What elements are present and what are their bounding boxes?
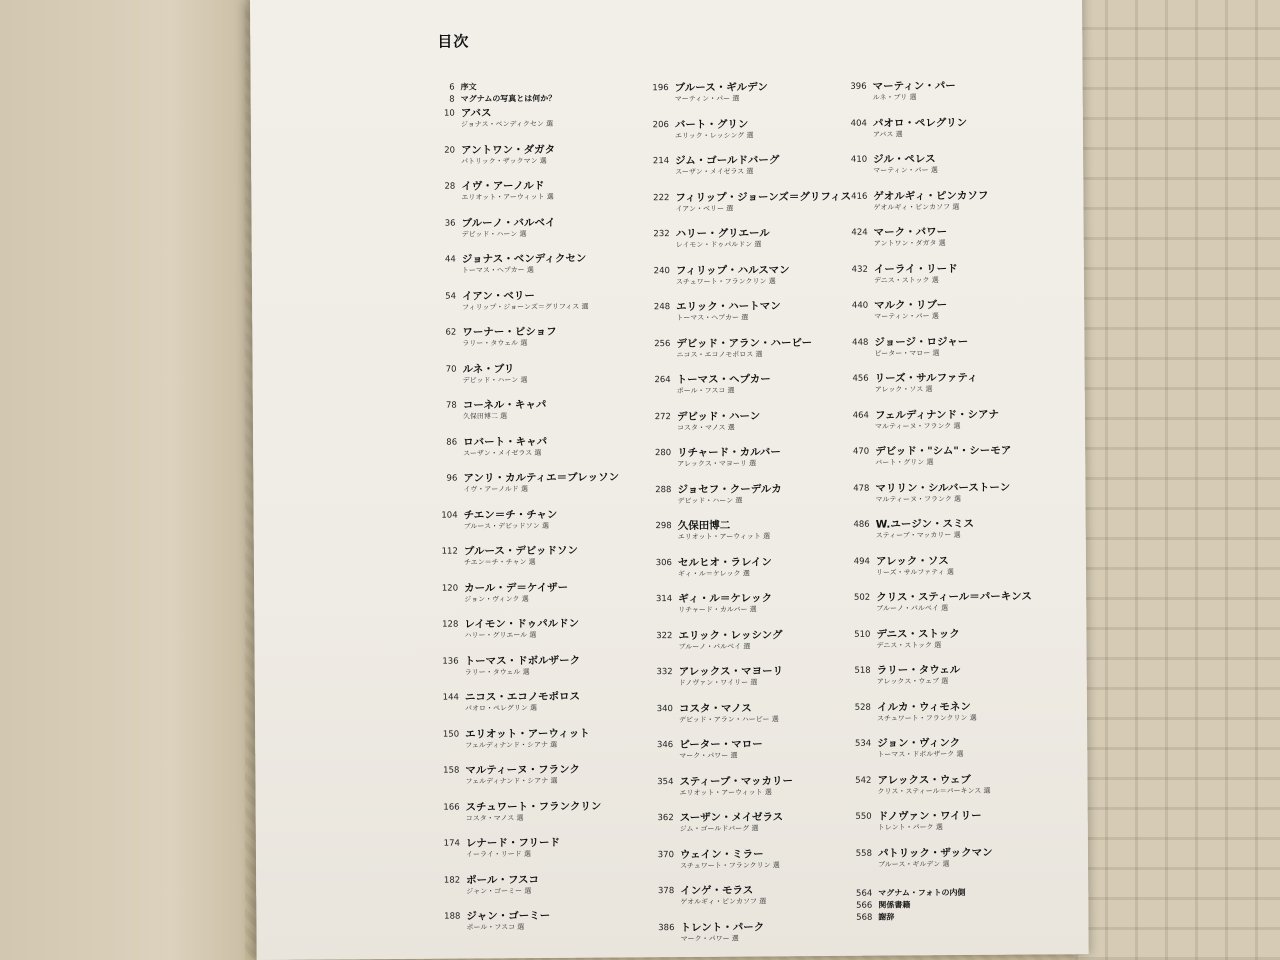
entry-selector: デニス・ストック 選: [873, 275, 939, 285]
entry-title: アントワン・ダガタ: [461, 143, 556, 157]
entry-selector: コスタ・マノス 選: [465, 813, 524, 823]
entry-title: レイモン・ドゥパルドン: [464, 617, 580, 631]
page-number: 332: [656, 667, 673, 678]
page-number: 36: [444, 218, 456, 229]
entry-selector: エリオット・アーウィット 選: [461, 192, 554, 202]
page-number: 528: [854, 702, 871, 713]
entry-selector: ジム・ゴールドバーグ 選: [679, 824, 759, 834]
entry-selector: ジャン・ゴーミー 選: [466, 886, 532, 896]
entry-title: イーライ・リード: [873, 262, 958, 276]
toc-entry: [827, 661, 1057, 699]
entry-selector: マーティン・パー 選: [674, 94, 740, 104]
entry-selector: アレックス・マヨーリ 選: [677, 459, 757, 469]
toc-column-1: [411, 80, 647, 945]
page-number: 386: [658, 922, 675, 933]
entry-selector: ハリー・グリエール 選: [464, 631, 537, 640]
entry-selector: マルティーヌ・フランク 選: [875, 494, 962, 504]
toc-entry: [415, 761, 645, 799]
toc-entry: [415, 652, 645, 690]
toc-entry: [625, 188, 855, 226]
entry-title: ハリー・グリエール: [675, 227, 770, 241]
entry-title: パトリック・ザックマン: [877, 846, 993, 860]
entry-title: スティーブ・マッカリー: [679, 774, 794, 788]
page-number: 486: [853, 519, 870, 530]
entry-title: 序文: [460, 82, 477, 92]
page-number: 248: [653, 302, 671, 313]
page-number: 322: [656, 630, 673, 641]
toc-entry: [414, 615, 644, 653]
page-number: 478: [853, 483, 870, 494]
entry-selector: トーマス・ヘプカー 選: [676, 313, 749, 323]
toc-entry: [630, 845, 860, 883]
toc-entry: [625, 79, 855, 117]
entry-title: マルティーヌ・フランク: [465, 763, 580, 777]
entry-selector: ラリー・タウェル 選: [464, 667, 530, 677]
entry-selector: イーライ・リード 選: [465, 850, 532, 859]
book-page: [250, 0, 1089, 960]
entry-selector: パトリック・ザックマン 選: [461, 156, 547, 166]
toc-entry: [824, 333, 1054, 371]
entry-selector: イアン・ベリー 選: [675, 204, 734, 213]
page-number: 206: [652, 119, 669, 130]
entry-selector: デビッド・ハーン 選: [677, 496, 743, 505]
book-cover-edge: [0, 0, 245, 960]
page-number: 518: [854, 665, 871, 676]
page-number: 264: [654, 375, 671, 386]
page-number: 464: [852, 410, 869, 421]
toc-entry: [626, 298, 856, 336]
toc-entry: [823, 114, 1053, 152]
toc-column-3: [823, 77, 1059, 924]
entry-title: デニス・ストック: [876, 627, 960, 641]
page-number: 494: [853, 556, 870, 567]
entry-title: スチュワート・フランクリン: [465, 800, 602, 814]
entry-selector: マルティーヌ・フランク 選: [874, 421, 961, 431]
toc-entry: [823, 187, 1053, 225]
entry-title: ジム・ゴールドバーグ: [675, 154, 780, 168]
entry-selector: ポール・フスコ 選: [466, 923, 525, 932]
toc-entry: [628, 590, 858, 628]
toc-entry: [626, 261, 856, 299]
entry-selector: トーマス・ヘプカー 選: [461, 266, 534, 275]
toc-entry: [828, 910, 1058, 924]
entry-title: ジル・ペレス: [873, 153, 936, 166]
entry-selector: スーザン・メイゼラス 選: [463, 448, 542, 458]
entry-title: エリック・レッシング: [678, 628, 783, 642]
toc-entry: [826, 515, 1056, 553]
entry-title: 関係書籍: [878, 900, 911, 910]
toc-entry: [824, 223, 1054, 261]
page-number: 404: [850, 118, 867, 129]
entry-title: マグナム・フォトの内側: [878, 888, 966, 898]
entry-selector: ポール・フスコ 選: [676, 386, 735, 396]
toc-entry: [412, 250, 642, 288]
page-number: 182: [443, 875, 461, 886]
page-number: 62: [445, 327, 457, 338]
page-number: 174: [443, 838, 460, 849]
entry-title: トーマス・ドボルザーク: [464, 654, 581, 668]
page-number: 44: [444, 254, 456, 265]
entry-title: カール・デ＝ケイザー: [464, 581, 569, 595]
entry-selector: アバス 選: [872, 129, 903, 139]
entry-selector: ラリー・タウェル 選: [462, 339, 528, 348]
entry-selector: ドノヴァン・ワイリー 選: [678, 678, 758, 688]
entry-title: コスタ・マノス: [678, 702, 752, 715]
entry-selector: マーク・パワー 選: [680, 934, 739, 943]
entry-selector: スチュワート・フランクリン 選: [877, 713, 977, 723]
toc-entry: [628, 626, 858, 664]
page-number: 256: [654, 338, 671, 349]
toc-entry: [828, 844, 1058, 882]
entry-title: アレックス・マヨーリ: [678, 665, 784, 679]
entry-title: ブルーノ・バルベイ: [461, 216, 556, 230]
page-number: 272: [654, 411, 671, 422]
toc-entry: [414, 542, 644, 580]
page-number: 70: [445, 364, 457, 375]
toc-entry: [827, 698, 1057, 736]
entry-title: デビッド・"シム"・シーモア: [875, 444, 1012, 458]
page-number: 424: [851, 227, 868, 238]
entry-title: マリリン・シルバーストーン: [875, 481, 1011, 495]
page-number: 410: [850, 154, 868, 165]
entry-selector: スチュワート・フランクリン 選: [675, 276, 776, 286]
page-number: 306: [655, 557, 672, 568]
entry-selector: ルネ・ブリ 選: [872, 93, 917, 102]
page-number: 502: [853, 592, 871, 603]
toc-entry: [629, 772, 859, 810]
toc-entry: [627, 480, 857, 518]
entry-selector: デビッド・ハーン 選: [461, 229, 527, 239]
entry-selector: アントワン・ダガタ 選: [873, 239, 946, 248]
toc-entry: [416, 907, 646, 945]
entry-selector: パオロ・ペレグリン 選: [464, 704, 538, 713]
toc-entry: [413, 469, 643, 507]
toc-entry: [627, 444, 857, 482]
toc-entry: [412, 214, 642, 252]
entry-selector: アレックス・ウェブ 選: [876, 677, 949, 686]
entry-title: ジャン・ゴーミー: [466, 909, 551, 923]
entry-title: 謝辞: [878, 912, 895, 922]
entry-title: ラリー・タウェル: [876, 664, 961, 677]
entry-selector: スーザン・メイゼラス 選: [675, 167, 754, 177]
entry-selector: コスタ・マノス 選: [676, 423, 735, 432]
entry-title: 久保田博二: [677, 519, 731, 533]
toc-entry: [823, 77, 1053, 115]
page-number: 558: [855, 848, 873, 859]
entry-title: フィリップ・ハルスマン: [675, 263, 790, 277]
toc-entry: [629, 663, 859, 701]
entry-selector: イヴ・アーノルド 選: [463, 485, 529, 494]
entry-title: ブルース・ギルデン: [674, 81, 768, 95]
page-number: 28: [444, 181, 456, 192]
entry-title: フィリップ・ジョーンズ＝グリフィス: [675, 190, 852, 204]
toc-entry: [825, 442, 1055, 480]
entry-title: セルヒオ・ラレイン: [677, 555, 772, 569]
page-number: 144: [442, 692, 459, 703]
entry-title: インゲ・モラス: [680, 884, 754, 898]
entry-selector: スチュワート・フランクリン 選: [680, 860, 780, 870]
page-number: 432: [851, 264, 868, 275]
page-number: 564: [855, 888, 873, 899]
entry-title: エリオット・アーウィット: [465, 727, 590, 741]
page-number: 568: [856, 912, 873, 923]
entry-selector: ブルース・デビッドソン 選: [463, 521, 550, 531]
entry-title: トーマス・ヘプカー: [676, 373, 771, 387]
entry-title: パオロ・ペレグリン: [872, 116, 968, 130]
entry-selector: デビッド・ハーン 選: [462, 375, 528, 385]
toc-entry: [630, 918, 860, 956]
entry-title: レナード・フリード: [465, 836, 561, 850]
toc-entry: [413, 433, 643, 471]
entry-selector: フェルディナンド・シアナ 選: [465, 776, 558, 786]
entry-title: ロバート・キャパ: [463, 435, 548, 449]
toc-entry: [825, 406, 1055, 444]
entry-title: リチャード・カルバー: [677, 446, 781, 460]
entry-title: ドノヴァン・ワイリー: [877, 809, 982, 823]
toc-entry: [411, 177, 641, 215]
entry-title: アンリ・カルティエ＝ブレッソン: [463, 471, 620, 485]
toc-entry: [411, 141, 641, 179]
page-number: 188: [444, 911, 461, 922]
page-number: 78: [445, 400, 457, 411]
toc-entry: [415, 688, 645, 726]
page-number: 362: [657, 813, 674, 824]
page-number: 222: [653, 192, 670, 203]
entry-selector: ゲオルギィ・ピンカソフ 選: [873, 202, 960, 212]
entry-selector: エリック・レッシング 選: [674, 130, 754, 140]
entry-selector: リーズ・サルファティ 選: [875, 567, 954, 577]
page-number: 150: [442, 729, 460, 740]
entry-title: ギィ・ル＝ケレック: [678, 592, 773, 606]
toc-entry: [413, 396, 643, 434]
entry-title: アバス: [460, 107, 492, 120]
page-number: 158: [443, 765, 460, 776]
toc-entry: [412, 287, 642, 325]
page-number: 340: [656, 703, 673, 714]
entry-title: マルク・リブー: [874, 299, 948, 312]
page-number: 440: [851, 300, 869, 311]
page-number: 534: [854, 738, 872, 749]
entry-selector: ブルーノ・バルベイ 選: [678, 642, 751, 651]
toc-entry: [625, 115, 855, 153]
toc-entry: [629, 736, 859, 774]
entry-title: マーク・パワー: [873, 226, 948, 239]
toc-entry: [416, 871, 646, 909]
rubber-mat: [1075, 0, 1280, 960]
entry-title: デビッド・ハーン: [676, 409, 761, 423]
page-number: 510: [854, 629, 871, 640]
entry-selector: バート・グリン 選: [875, 458, 934, 467]
toc-entry: [826, 588, 1056, 626]
toc-entry: [824, 260, 1054, 298]
toc-entry: [825, 369, 1055, 407]
toc-entry: [630, 882, 860, 920]
page-number: 6: [449, 82, 455, 93]
entry-selector: クリス・スティール＝パーキンス 選: [877, 786, 991, 796]
page-number: 136: [442, 656, 459, 667]
entry-title: スーザン・メイゼラス: [679, 811, 784, 825]
page-number: 112: [441, 546, 458, 557]
entry-title: ゲオルギィ・ピンカソフ: [873, 189, 989, 203]
page-number: 288: [655, 484, 672, 495]
toc-entry: [628, 553, 858, 591]
entry-selector: 久保田博二 選: [462, 412, 508, 421]
toc-entry: [825, 479, 1055, 517]
page-number: 566: [856, 900, 873, 911]
entry-selector: フェルディナンド・シアナ 選: [465, 740, 558, 750]
entry-selector: ニコス・エコノモポロス 選: [676, 349, 763, 359]
entry-title: ジョン・ヴィンク: [877, 737, 961, 750]
toc-entry: [629, 699, 859, 737]
entry-title: トレント・パーク: [680, 920, 765, 934]
entry-title: ニコス・エコノモポロス: [464, 690, 581, 704]
entry-title: ポール・フスコ: [466, 873, 540, 887]
page-number: 104: [441, 510, 458, 521]
entry-selector: ジョナス・ベンディクセン 選: [460, 119, 554, 129]
entry-title: ワーナー・ビショフ: [462, 325, 557, 339]
page-number: 128: [442, 619, 459, 630]
entry-selector: ギィ・ル＝ケレック 選: [677, 569, 750, 578]
toc-entry: [627, 371, 857, 409]
page-number: 54: [445, 291, 457, 302]
entry-title: エリック・ハートマン: [676, 300, 781, 314]
entry-selector: ブルース・ギルデン 選: [878, 859, 950, 869]
page-number: 20: [444, 145, 456, 156]
entry-selector: スティーブ・マッカリー 選: [875, 531, 961, 540]
entry-selector: ジョン・ヴィンク 選: [464, 594, 529, 604]
entry-title: ジョセフ・クーデルカ: [677, 482, 782, 496]
entry-selector: トーマス・ドボルザーク 選: [877, 750, 964, 759]
toc-entry: [416, 798, 646, 836]
entry-title: マーティン・パー: [872, 80, 956, 93]
entry-title: バート・グリン: [674, 118, 749, 131]
entry-title: デビッド・アラン・ハービー: [676, 336, 813, 350]
page-number: 240: [653, 265, 670, 276]
toc-entry: [627, 407, 857, 445]
entry-title: フェルディナンド・シアナ: [874, 408, 1000, 422]
page-number: 10: [443, 108, 455, 119]
toc-entry: [826, 552, 1056, 590]
page-title: 目次: [437, 32, 470, 51]
entry-title: ジョージ・ロジャー: [874, 335, 969, 349]
entry-selector: デビッド・アラン・ハービー 選: [679, 714, 779, 724]
entry-selector: アレック・ソス 選: [874, 385, 933, 394]
toc-entry: [626, 334, 856, 372]
entry-selector: エリオット・アーウィット 選: [679, 787, 772, 797]
page-number: 378: [657, 886, 675, 897]
toc-entry: [411, 104, 641, 142]
toc-entry: [823, 150, 1053, 188]
page-number: 354: [657, 776, 674, 787]
entry-selector: フィリップ・ジョーンズ＝グリフィス 選: [462, 302, 589, 312]
entry-selector: ブルーノ・バルベイ 選: [876, 604, 949, 613]
entry-selector: マーティン・パー 選: [873, 166, 938, 175]
entry-title: アレック・ソス: [875, 554, 949, 568]
toc-entry: [827, 771, 1057, 809]
page-number: 470: [852, 446, 870, 457]
entry-selector: ゲオルギィ・ピンカソフ 選: [680, 897, 767, 907]
page-number: 396: [850, 81, 867, 92]
entry-title: ウェイン・ミラー: [679, 847, 764, 861]
toc-entry: [626, 225, 856, 263]
entry-selector: ピーター・マロー 選: [874, 348, 940, 358]
entry-title: リーズ・サルファティ: [874, 371, 978, 385]
entry-title: ルネ・ブリ: [462, 362, 515, 376]
toc-entry: [416, 834, 646, 872]
entry-title: コーネル・キャパ: [462, 398, 547, 412]
page-number: 346: [656, 740, 674, 751]
page-number: 416: [851, 191, 868, 202]
page-number: 280: [654, 448, 672, 459]
entry-selector: マーティン・パー 選: [874, 312, 939, 321]
page-number: 542: [855, 775, 872, 786]
entry-title: イヴ・アーノルド: [461, 179, 545, 193]
toc-entry: [828, 807, 1058, 845]
entry-selector: マーク・パワー 選: [679, 751, 738, 761]
page-number: 370: [657, 849, 675, 860]
page-number: 96: [446, 473, 458, 484]
page-number: 8: [449, 94, 455, 105]
entry-selector: デニス・ストック 選: [876, 640, 942, 650]
entry-selector: レイモン・ドゥパルドン 選: [675, 240, 762, 250]
entry-selector: リチャード・カルバー 選: [678, 605, 757, 615]
toc-entry: [630, 809, 860, 847]
page-number: 550: [855, 811, 872, 822]
page-number: 232: [653, 229, 670, 240]
entry-title: ジョナス・ベンディクセン: [461, 252, 587, 266]
entry-selector: チエン＝チ・チャン 選: [463, 558, 536, 567]
entry-selector: エリオット・アーウィット 選: [677, 532, 771, 542]
entry-title: クリス・スティール＝パーキンス: [876, 590, 1032, 604]
entry-title: W.ユージン・スミス: [875, 517, 974, 531]
toc-entry: [826, 625, 1056, 663]
entry-title: アレックス・ウェブ: [877, 773, 971, 787]
toc-entry: [827, 734, 1057, 772]
page-number: 196: [652, 83, 669, 94]
toc-entry: [415, 725, 645, 763]
toc-entry: [824, 296, 1054, 334]
page-number: 166: [443, 802, 460, 813]
toc-entry: [412, 323, 642, 361]
page-number: 298: [655, 521, 672, 532]
page-number: 86: [446, 437, 458, 448]
entry-title: ブルース・デビッドソン: [463, 544, 579, 558]
entry-title: イルカ・ウィモネン: [876, 700, 971, 714]
toc-entry: [413, 360, 643, 398]
toc-entry: [414, 579, 644, 617]
entry-title: チエン＝チ・チャン: [463, 508, 558, 522]
entry-title: イアン・ベリー: [462, 289, 535, 303]
page-number: 314: [655, 594, 673, 605]
entry-selector: トレント・パーク 選: [877, 823, 943, 832]
entry-title: ピーター・マロー: [679, 738, 763, 752]
toc-entry: [628, 517, 858, 555]
toc-entry: [414, 506, 644, 544]
page-number: 448: [852, 337, 869, 348]
page-number: 120: [441, 583, 459, 594]
entry-title: マグナムの写真とは何か？: [460, 93, 557, 104]
page-number: 456: [852, 373, 869, 384]
toc-entry: [625, 152, 855, 190]
page-number: 214: [652, 156, 670, 167]
